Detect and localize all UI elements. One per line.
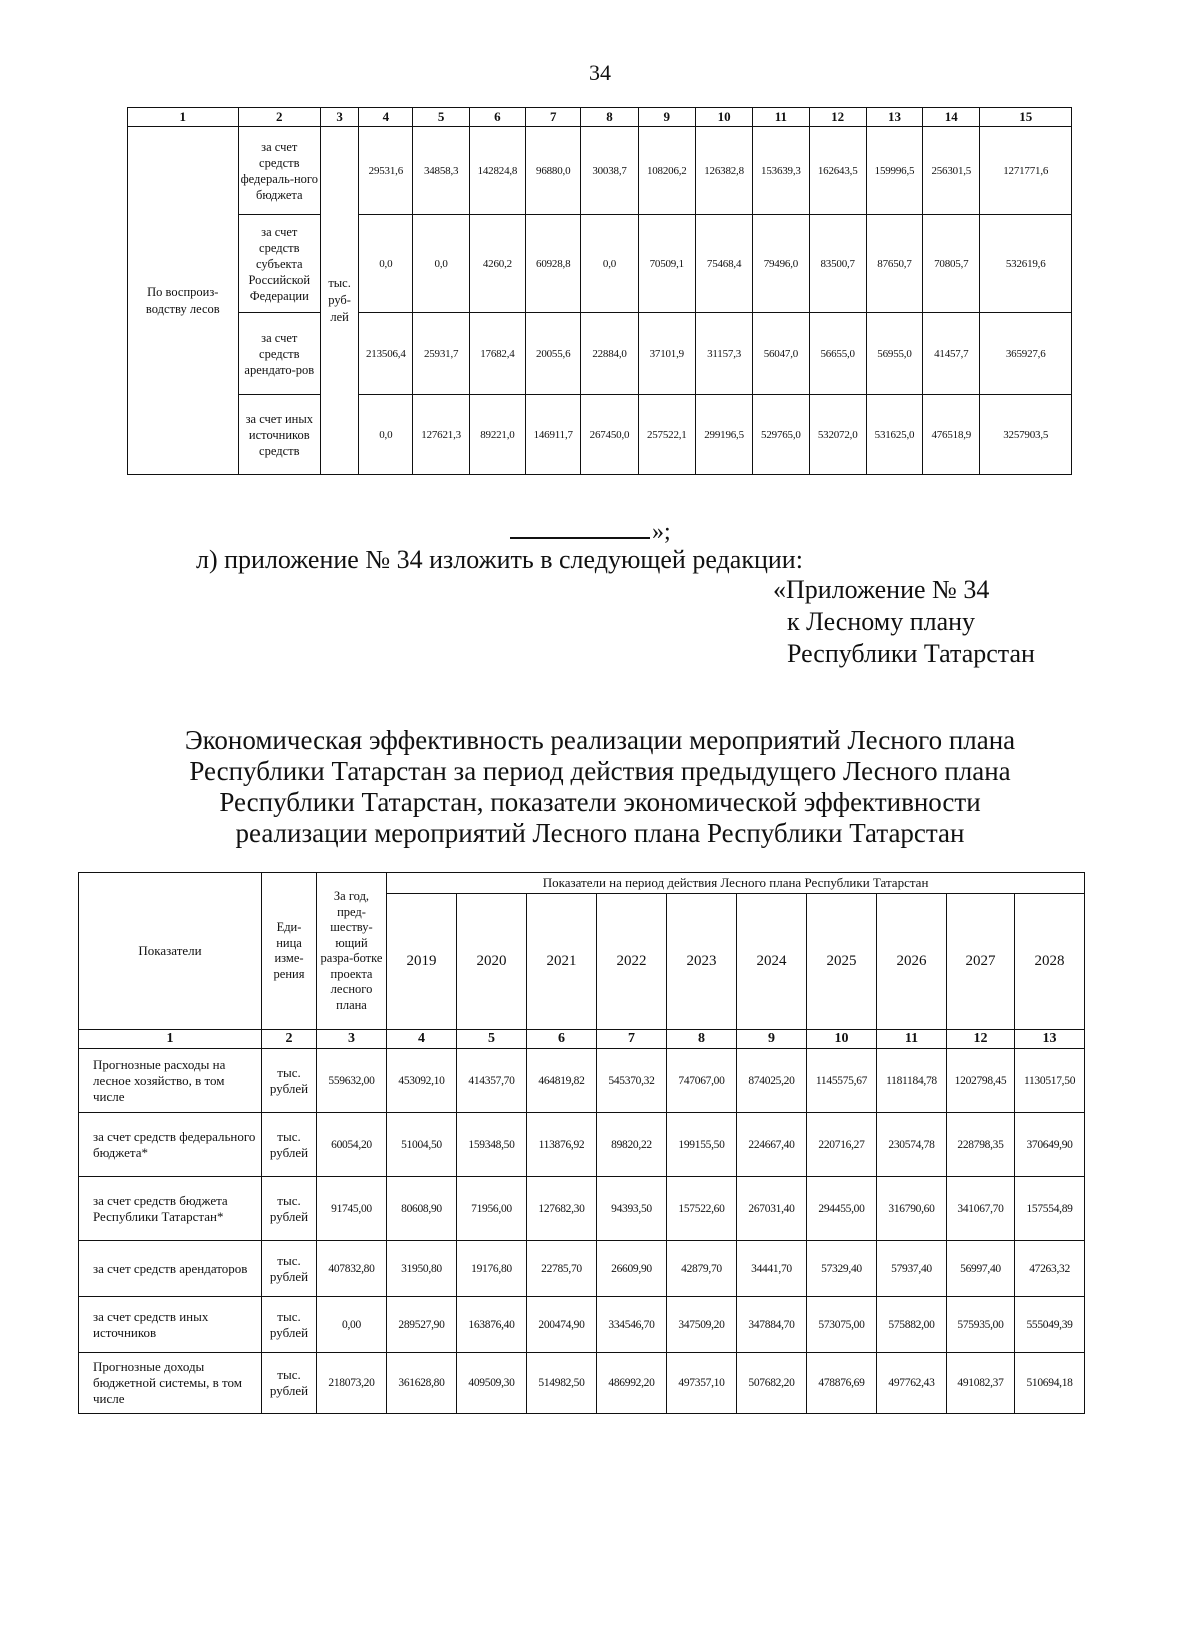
column-number: 5 xyxy=(457,1030,527,1049)
header-unit: Еди-ница изме-рения xyxy=(262,873,317,1030)
value-cell: 200474,90 xyxy=(527,1297,597,1353)
value-cell: 22884,0 xyxy=(581,313,638,395)
column-number: 6 xyxy=(469,108,525,127)
value-cell: 257522,1 xyxy=(638,395,695,475)
value-cell: 370649,90 xyxy=(1015,1113,1085,1177)
value-cell: 56047,0 xyxy=(753,313,809,395)
column-number: 4 xyxy=(387,1030,457,1049)
value-cell: 256301,5 xyxy=(923,127,980,215)
value-cell: 478876,69 xyxy=(807,1353,877,1414)
value-cell: 347884,70 xyxy=(737,1297,807,1353)
value-cell: 476518,9 xyxy=(923,395,980,475)
value-cell: 42879,70 xyxy=(667,1241,737,1297)
value-cell: 529765,0 xyxy=(753,395,809,475)
column-number: 11 xyxy=(877,1030,947,1049)
value-cell: 497762,43 xyxy=(877,1353,947,1414)
value-cell: 267031,40 xyxy=(737,1177,807,1241)
value-cell: 47263,32 xyxy=(1015,1241,1085,1297)
indicator-label: за счет средств федерального бюджета* xyxy=(79,1113,262,1177)
value-cell: 57937,40 xyxy=(877,1241,947,1297)
indicator-label: за счет средств арендаторов xyxy=(79,1241,262,1297)
table-row xyxy=(128,215,1072,313)
title-line-1: Экономическая эффективность реализации мероприятий Лесного плана xyxy=(184,725,1016,755)
year-header: 2019 xyxy=(387,894,457,1030)
value-cell: 341067,70 xyxy=(947,1177,1015,1241)
column-number: 3 xyxy=(317,1030,387,1049)
unit-label: тыс. рублей xyxy=(262,1113,317,1177)
year-header: 2028 xyxy=(1015,894,1085,1030)
value-cell: 71956,00 xyxy=(457,1177,527,1241)
value-cell: 34441,70 xyxy=(737,1241,807,1297)
column-number: 1 xyxy=(79,1030,262,1049)
year-header: 2027 xyxy=(947,894,1015,1030)
column-number: 3 xyxy=(321,108,359,127)
value-cell: 1202798,45 xyxy=(947,1049,1015,1113)
column-number: 4 xyxy=(359,108,413,127)
year-header: 2025 xyxy=(807,894,877,1030)
appendix-line-1: «Приложение № 34 xyxy=(773,575,990,604)
title-line-2: Республики Татарстан за период действия предыдущего Лесного плана xyxy=(189,756,1011,786)
value-cell: 299196,5 xyxy=(695,395,752,475)
value-cell: 1130517,50 xyxy=(1015,1049,1085,1113)
value-cell: 510694,18 xyxy=(1015,1353,1085,1414)
unit-label: тыс. рублей xyxy=(262,1353,317,1414)
value-cell: 75468,4 xyxy=(695,215,752,313)
closing-quote: »; xyxy=(652,519,671,545)
value-cell: 70509,1 xyxy=(638,215,695,313)
value-cell: 159996,5 xyxy=(866,127,922,215)
column-number: 12 xyxy=(947,1030,1015,1049)
indicator-label: за счет средств иных источников xyxy=(79,1297,262,1353)
value-cell: 0,0 xyxy=(581,215,638,313)
table-row xyxy=(128,127,1072,215)
value-cell: 22785,70 xyxy=(527,1241,597,1297)
column-number: 6 xyxy=(527,1030,597,1049)
value-cell: 334546,70 xyxy=(597,1297,667,1353)
header-prev-year: За год, пред-шеству-ющий разра-ботке проекта лесного плана xyxy=(317,873,387,1030)
funding-table xyxy=(127,107,1072,475)
column-number: 11 xyxy=(753,108,809,127)
value-cell: 0,0 xyxy=(359,395,413,475)
appendix-line-2: к Лесному плану xyxy=(787,607,976,636)
value-cell: 157522,60 xyxy=(667,1177,737,1241)
table-row xyxy=(79,1113,1085,1177)
value-cell: 60054,20 xyxy=(317,1113,387,1177)
value-cell: 573075,00 xyxy=(807,1297,877,1353)
value-cell: 83500,7 xyxy=(809,215,866,313)
value-cell: 199155,50 xyxy=(667,1113,737,1177)
value-cell: 108206,2 xyxy=(638,127,695,215)
value-cell: 224667,40 xyxy=(737,1113,807,1177)
value-cell: 127621,3 xyxy=(413,395,469,475)
column-number: 10 xyxy=(807,1030,877,1049)
value-cell: 294455,00 xyxy=(807,1177,877,1241)
column-number: 1 xyxy=(128,108,239,127)
value-cell: 267450,0 xyxy=(581,395,638,475)
group-label: По воспроиз-водству лесов xyxy=(128,127,239,475)
value-cell: 94393,50 xyxy=(597,1177,667,1241)
table-row xyxy=(79,1177,1085,1241)
unit-label: тыс. рублей xyxy=(262,1297,317,1353)
source-label: за счет средств арендато-ров xyxy=(238,313,320,395)
value-cell: 365927,6 xyxy=(980,313,1072,395)
value-cell: 163876,40 xyxy=(457,1297,527,1353)
indicator-label: за счет средств бюджета Республики Татарстан* xyxy=(79,1177,262,1241)
value-cell: 96880,0 xyxy=(526,127,581,215)
table-row xyxy=(79,1297,1085,1353)
page-number: 34 xyxy=(589,60,611,85)
value-cell: 17682,4 xyxy=(469,313,525,395)
value-cell: 213506,4 xyxy=(359,313,413,395)
value-cell: 407832,80 xyxy=(317,1241,387,1297)
unit-label: тыс. рублей xyxy=(262,1049,317,1113)
column-number: 7 xyxy=(526,108,581,127)
column-number: 2 xyxy=(262,1030,317,1049)
source-label: за счет средств субъекта Российской Федерации xyxy=(238,215,320,313)
value-cell: 361628,80 xyxy=(387,1353,457,1414)
value-cell: 497357,10 xyxy=(667,1353,737,1414)
value-cell: 34858,3 xyxy=(413,127,469,215)
header-indicators: Показатели xyxy=(79,873,262,1030)
value-cell: 31157,3 xyxy=(695,313,752,395)
unit-label: тыс. рублей xyxy=(262,1177,317,1241)
value-cell: 157554,89 xyxy=(1015,1177,1085,1241)
title-line-4: реализации мероприятий Лесного плана Республики Татарстан xyxy=(235,818,965,848)
value-cell: 514982,50 xyxy=(527,1353,597,1414)
value-cell: 31950,80 xyxy=(387,1241,457,1297)
indicator-label: Прогнозные расходы на лесное хозяйство, в том числе xyxy=(79,1049,262,1113)
value-cell: 56997,40 xyxy=(947,1241,1015,1297)
value-cell: 113876,92 xyxy=(527,1113,597,1177)
table-row xyxy=(128,313,1072,395)
efficiency-table xyxy=(78,872,1085,1414)
value-cell: 29531,6 xyxy=(359,127,413,215)
value-cell: 486992,20 xyxy=(597,1353,667,1414)
document-title xyxy=(100,725,1100,849)
value-cell: 41457,7 xyxy=(923,313,980,395)
value-cell: 4260,2 xyxy=(469,215,525,313)
underline xyxy=(510,515,650,539)
value-cell: 559632,00 xyxy=(317,1049,387,1113)
value-cell: 146911,7 xyxy=(526,395,581,475)
column-number: 13 xyxy=(1015,1030,1085,1049)
value-cell: 89221,0 xyxy=(469,395,525,475)
value-cell: 127682,30 xyxy=(527,1177,597,1241)
value-cell: 414357,70 xyxy=(457,1049,527,1113)
value-cell: 507682,20 xyxy=(737,1353,807,1414)
year-header: 2023 xyxy=(667,894,737,1030)
table-row xyxy=(79,1241,1085,1297)
value-cell: 91745,00 xyxy=(317,1177,387,1241)
header-row xyxy=(128,108,1072,127)
column-number: 7 xyxy=(597,1030,667,1049)
value-cell: 230574,78 xyxy=(877,1113,947,1177)
value-cell: 491082,37 xyxy=(947,1353,1015,1414)
value-cell: 126382,8 xyxy=(695,127,752,215)
table-row xyxy=(79,1353,1085,1414)
column-number: 2 xyxy=(238,108,320,127)
value-cell: 56655,0 xyxy=(809,313,866,395)
value-cell: 20055,6 xyxy=(526,313,581,395)
year-header: 2020 xyxy=(457,894,527,1030)
unit-label: тыс. руб-лей xyxy=(321,127,359,475)
value-cell: 453092,10 xyxy=(387,1049,457,1113)
column-number: 9 xyxy=(638,108,695,127)
value-cell: 874025,20 xyxy=(737,1049,807,1113)
column-number: 9 xyxy=(737,1030,807,1049)
value-cell: 347509,20 xyxy=(667,1297,737,1353)
value-cell: 60928,8 xyxy=(526,215,581,313)
table-row xyxy=(79,1049,1085,1113)
year-header: 2022 xyxy=(597,894,667,1030)
value-cell: 575935,00 xyxy=(947,1297,1015,1353)
value-cell: 26609,90 xyxy=(597,1241,667,1297)
value-cell: 532619,6 xyxy=(980,215,1072,313)
value-cell: 289527,90 xyxy=(387,1297,457,1353)
value-cell: 3257903,5 xyxy=(980,395,1072,475)
column-number: 8 xyxy=(581,108,638,127)
value-cell: 159348,50 xyxy=(457,1113,527,1177)
year-header: 2021 xyxy=(527,894,597,1030)
value-cell: 51004,50 xyxy=(387,1113,457,1177)
value-cell: 316790,60 xyxy=(877,1177,947,1241)
value-cell: 575882,00 xyxy=(877,1297,947,1353)
column-number: 10 xyxy=(695,108,752,127)
value-cell: 79496,0 xyxy=(753,215,809,313)
value-cell: 80608,90 xyxy=(387,1177,457,1241)
value-cell: 220716,27 xyxy=(807,1113,877,1177)
value-cell: 1271771,6 xyxy=(980,127,1072,215)
value-cell: 70805,7 xyxy=(923,215,980,313)
column-number: 15 xyxy=(980,108,1072,127)
value-cell: 57329,40 xyxy=(807,1241,877,1297)
year-header: 2026 xyxy=(877,894,947,1030)
value-cell: 153639,3 xyxy=(753,127,809,215)
column-number: 5 xyxy=(413,108,469,127)
value-cell: 56955,0 xyxy=(866,313,922,395)
value-cell: 228798,35 xyxy=(947,1113,1015,1177)
value-cell: 0,00 xyxy=(317,1297,387,1353)
column-number: 12 xyxy=(809,108,866,127)
appendix-header xyxy=(773,574,1035,670)
value-cell: 545370,32 xyxy=(597,1049,667,1113)
header-period: Показатели на период действия Лесного плана Республики Татарстан xyxy=(387,873,1085,894)
value-cell: 555049,39 xyxy=(1015,1297,1085,1353)
value-cell: 19176,80 xyxy=(457,1241,527,1297)
value-cell: 87650,7 xyxy=(866,215,922,313)
value-cell: 1181184,78 xyxy=(877,1049,947,1113)
table-row xyxy=(128,395,1072,475)
instruction-text: л) приложение № 34 изложить в следующей редакции: xyxy=(196,545,803,574)
value-cell: 89820,22 xyxy=(597,1113,667,1177)
value-cell: 531625,0 xyxy=(866,395,922,475)
source-label: за счет средств федераль-ного бюджета xyxy=(238,127,320,215)
year-header: 2024 xyxy=(737,894,807,1030)
value-cell: 0,0 xyxy=(413,215,469,313)
column-number: 14 xyxy=(923,108,980,127)
value-cell: 747067,00 xyxy=(667,1049,737,1113)
closing-mark xyxy=(510,515,671,546)
indicator-label: Прогнозные доходы бюджетной системы, в том числе xyxy=(79,1353,262,1414)
column-number: 8 xyxy=(667,1030,737,1049)
value-cell: 162643,5 xyxy=(809,127,866,215)
unit-label: тыс. рублей xyxy=(262,1241,317,1297)
source-label: за счет иных источников средств xyxy=(238,395,320,475)
value-cell: 532072,0 xyxy=(809,395,866,475)
value-cell: 25931,7 xyxy=(413,313,469,395)
value-cell: 218073,20 xyxy=(317,1353,387,1414)
appendix-line-3: Республики Татарстан xyxy=(787,639,1035,668)
value-cell: 37101,9 xyxy=(638,313,695,395)
value-cell: 0,0 xyxy=(359,215,413,313)
column-number: 13 xyxy=(866,108,922,127)
value-cell: 142824,8 xyxy=(469,127,525,215)
value-cell: 30038,7 xyxy=(581,127,638,215)
value-cell: 1145575,67 xyxy=(807,1049,877,1113)
title-line-3: Республики Татарстан, показатели экономической эффективности xyxy=(219,787,981,817)
value-cell: 464819,82 xyxy=(527,1049,597,1113)
value-cell: 409509,30 xyxy=(457,1353,527,1414)
